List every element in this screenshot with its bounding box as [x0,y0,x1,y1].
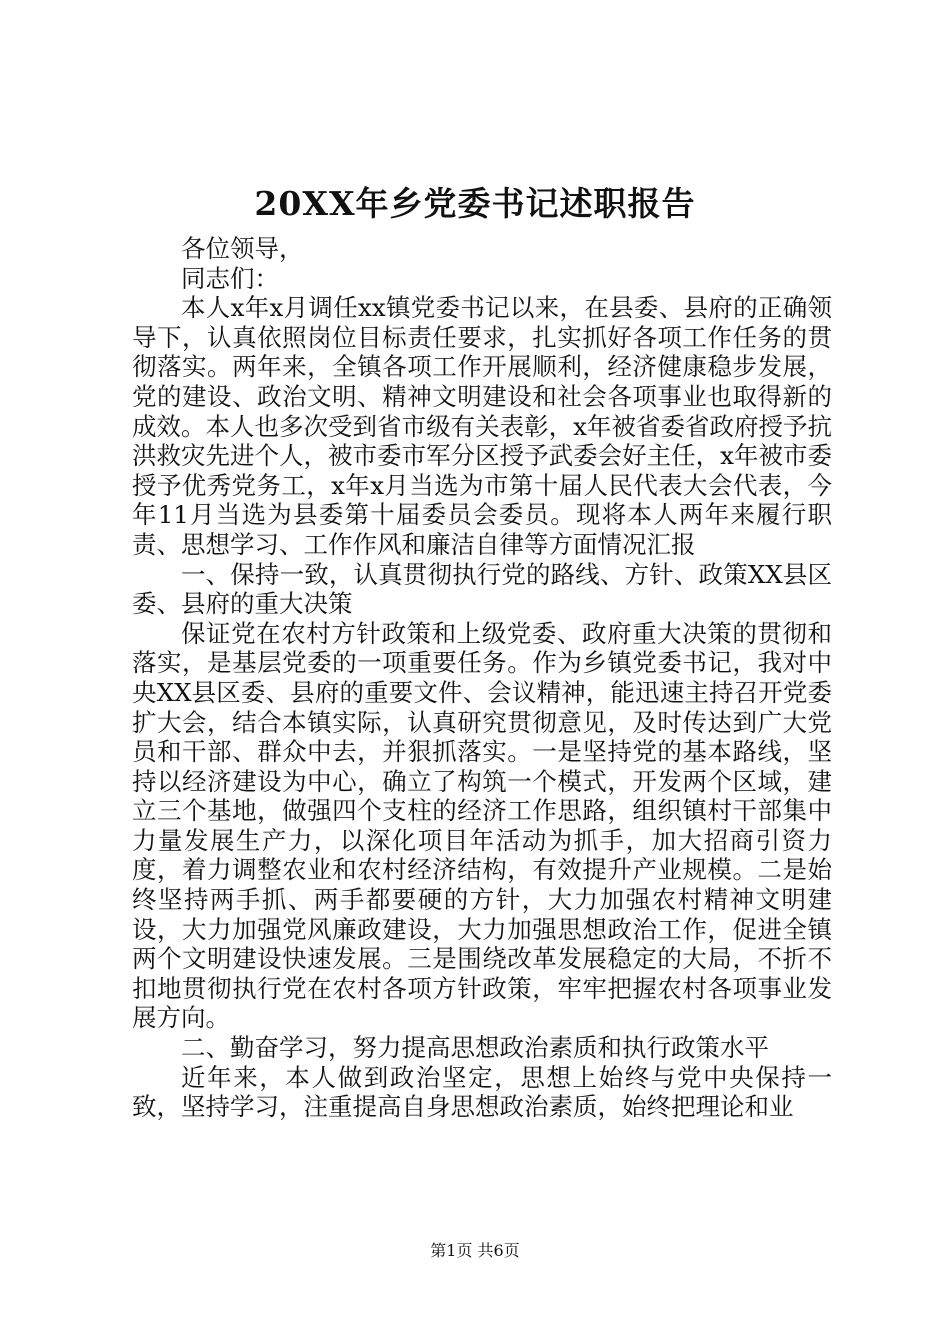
section-heading-2: 二、勤奋学习，努力提高思想政治素质和执行政策水平 [181,1033,769,1063]
salutation-leaders: 各位领导， [181,234,304,263]
section-1-paragraph: 保证党在农村方针政策和上级党委、政府重大决策的贯彻和落实，是基层党委的一项重要任务。作为乡镇党委书记，我对中央XX县区委、县府的重要文件、会议精神，能迅速主持召开党委扩大会，结合本镇实际，认真研究贯彻意见，及时传达到广大党员和干部、群众中去，并狠抓落实。一是坚持党的基本路线，坚持以经济建设为中心，确立了构筑一个模式，开发两个区域，建立三个基地，做强四个支柱的经济工作思路，组织镇村干部集中力量发展生产力，以深化项目年活动为抓手，加大招商引资力度，着力调整农业和农村经济结构，有效提升产业规模。二是始终坚持两手抓、两手都要硬的方针，大力加强农村精神文明建设，大力加强党风廉政建设，大力加强思想政治工作，促进全镇两个文明建设快速发展。三是围绕改革发展稳定的大局，不折不扣地贯彻执行党在农村各项方针政策，牢牢把握农村各项事业发展方向。 [132,618,832,1033]
document-body [132,234,832,1122]
document-title: 20XX年乡党委书记述职报告 [254,184,696,223]
section-heading-1: 一、保持一致，认真贯彻执行党的路线、方针、政策XX县区委、县府的重大决策 [132,559,832,619]
section-2-paragraph: 近年来，本人做到政治坚定，思想上始终与党中央保持一致，坚持学习，注重提高自身思想政治素质，始终把理论和业 [132,1062,832,1122]
salutation-comrades: 同志们： [181,263,279,293]
page-number-footer: 第1页 共6页 [430,1241,520,1260]
intro-paragraph: 本人x年x月调任xx镇党委书记以来，在县委、县府的正确领导下，认真依照岗位目标责任要求，扎实抓好各项工作任务的贯彻落实。两年来，全镇各项工作开展顺利，经济健康稳步发展，党的建设、政治文明、精神文明建设和社会各项事业也取得新的成效。本人也多次受到省市级有关表彰，x年被省委省政府授予抗洪救灾先进个人，被市委市军分区授予武委会好主任，x年被市委授予优秀党务工，x年x月当选为市第十届人民代表大会代表，今年11月当选为县委第十届委员会委员。现将本人两年来履行职责、思想学习、工作作风和廉洁自律等方面情况汇报 [132,293,832,559]
